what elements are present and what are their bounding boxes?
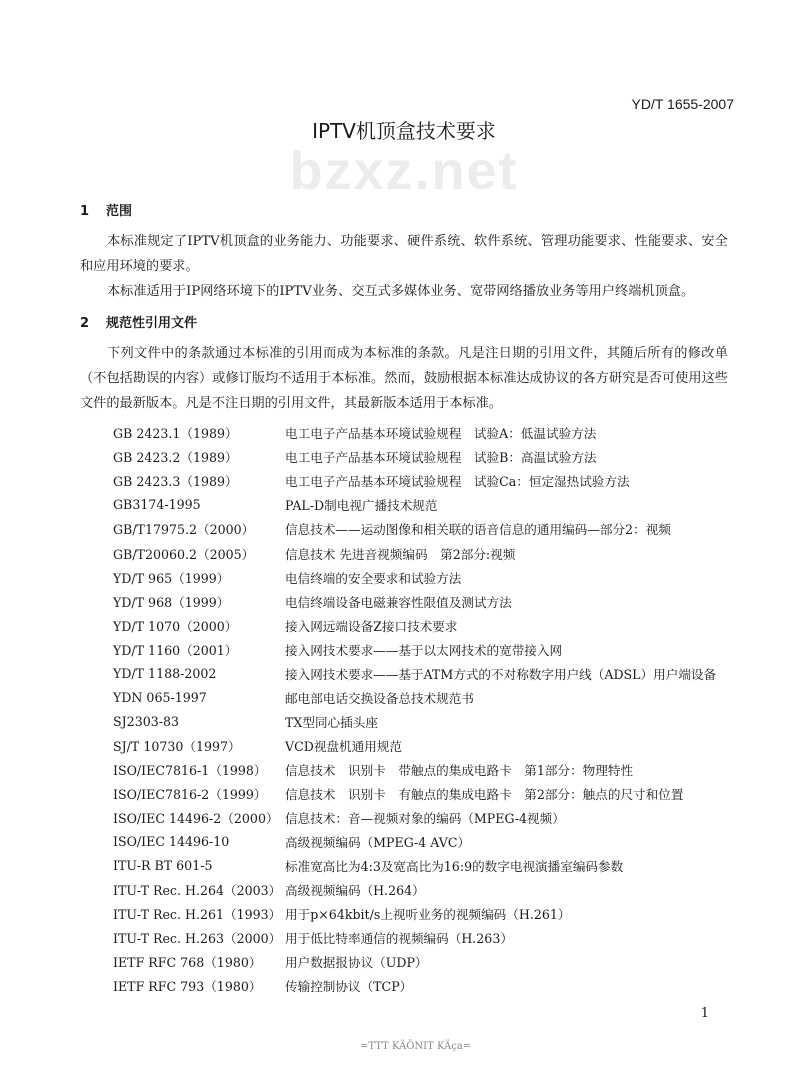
reference-code: ITU-T Rec. H.261（1993）	[113, 907, 282, 923]
reference-code: GB/T17975.2（2000）	[113, 522, 255, 538]
reference-item	[113, 565, 728, 589]
reference-code: GB 2423.2（1989）	[113, 450, 238, 466]
reference-title: 信息技术：音—视频对象的编码（MPEG-4视频）	[285, 811, 565, 827]
reference-code: YD/T 1070（2000）	[113, 618, 238, 634]
reference-item	[113, 830, 728, 854]
reference-code: IETF RFC 768（1980）	[113, 955, 262, 971]
page-number: 1	[700, 1005, 709, 1021]
reference-code: GB 2423.3（1989）	[113, 474, 238, 490]
reference-code: ISO/IEC7816-1（1998）	[113, 762, 267, 778]
reference-item	[113, 661, 728, 685]
footer-text: =TTT KÄÖNIT KÄça=	[360, 1040, 472, 1052]
reference-item	[113, 950, 728, 974]
reference-item	[113, 878, 728, 902]
reference-item	[113, 806, 728, 830]
reference-item	[113, 854, 728, 878]
reference-code: ITU-T Rec. H.264（2003）	[113, 883, 282, 899]
reference-title: PAL-D制电视广播技术规范	[285, 498, 438, 514]
watermark: bzxz.net	[289, 141, 519, 201]
reference-code: ITU-T Rec. H.263（2000）	[113, 931, 282, 947]
reference-title: 高级视频编码（H.264）	[285, 883, 425, 899]
reference-code: ISO/IEC 14496-2（2000）	[113, 811, 279, 827]
reference-code: GB 2423.1（1989）	[113, 426, 238, 442]
reference-item	[113, 589, 728, 613]
reference-title: 接入网技术要求——基于ATM方式的不对称数字用户线（ADSL）用户端设备	[285, 666, 717, 682]
reference-item	[113, 469, 728, 493]
reference-title: 邮电部电话交换设备总技术规范书	[285, 690, 474, 706]
reference-list	[113, 421, 728, 998]
section-heading-1	[80, 202, 728, 222]
reference-item	[113, 637, 728, 661]
reference-title: 信息技术 识别卡 有触点的集成电路卡 第2部分：触点的尺寸和位置	[285, 787, 684, 802]
reference-item	[113, 709, 728, 733]
reference-title: 接入网技术要求——基于以太网技术的宽带接入网	[285, 642, 563, 658]
reference-code: YDN 065-1997	[113, 689, 207, 705]
reference-title: 传输控制协议（TCP）	[285, 979, 413, 995]
reference-code: YD/T 968（1999）	[113, 594, 230, 610]
reference-item	[113, 685, 728, 709]
reference-title: 信息技术 识别卡 带触点的集成电路卡 第1部分：物理特性	[285, 762, 634, 778]
reference-code: SJ/T 10730（1997）	[113, 738, 241, 754]
paragraph: 下列文件中的条款通过本标准的引用而成为本标准的条款。凡是注日期的引用文件，其随后所有的修改单（不包括勘误的内容）或修订版均不适用于本标准。然而，鼓励根据本标准达成协议的各方研究是否可使用这些文件的最新版本。凡是不注日期的引用文件，其最新版本适用于本标准。	[80, 346, 728, 411]
paragraph: 本标准规定了IPTV机顶盒的业务能力、功能要求、硬件系统、软件系统、管理功能要求、性能要求、安全和应用环境的要求。	[80, 234, 728, 274]
reference-title: 电信终端的安全要求和试验方法	[285, 570, 462, 586]
reference-item	[113, 445, 728, 469]
reference-item	[113, 781, 728, 805]
reference-item	[113, 517, 728, 541]
reference-code: GB3174-1995	[113, 497, 201, 513]
reference-title: 用于低比特率通信的视频编码（H.263）	[285, 931, 513, 947]
reference-code: YD/T 1188-2002	[113, 665, 217, 681]
reference-title: 接入网远端设备Z接口技术要求	[285, 618, 458, 634]
section-number: 1	[80, 204, 90, 219]
reference-title: 信息技术 先进音视频编码 第2部分:视频	[285, 546, 516, 562]
reference-code: ITU-R BT 601-5	[113, 858, 213, 874]
reference-code: YD/T 1160（2001）	[113, 642, 238, 658]
section-number: 2	[80, 316, 90, 332]
reference-item	[113, 926, 728, 950]
standard-code: YD/T 1655-2007	[631, 96, 734, 112]
reference-item	[113, 733, 728, 757]
reference-item	[113, 541, 728, 565]
reference-code: YD/T 965（1999）	[113, 570, 230, 586]
reference-code: ISO/IEC 14496-10	[113, 834, 230, 850]
reference-title: 标准宽高比为4:3及宽高比为16:9的数字电视演播室编码参数	[285, 859, 624, 875]
reference-item	[113, 613, 728, 637]
reference-code: GB/T20060.2（2005）	[113, 546, 255, 562]
reference-title: 电工电子产品基本环境试验规程 试验Ca：恒定湿热试验方法	[285, 474, 630, 490]
reference-title: 电信终端设备电磁兼容性限值及测试方法	[285, 594, 512, 610]
reference-code: IETF RFC 793（1980）	[113, 979, 262, 995]
section-title: 范围	[106, 204, 133, 219]
reference-title: 电工电子产品基本环境试验规程 试验A：低温试验方法	[285, 426, 597, 442]
reference-title: 信息技术——运动图像和相关联的语音信息的通用编码—部分2：视频	[285, 522, 671, 538]
reference-title: 电工电子产品基本环境试验规程 试验B：高温试验方法	[285, 450, 597, 466]
reference-item	[113, 757, 728, 781]
reference-item	[113, 902, 728, 926]
reference-title: 用户数据报协议（UDP）	[285, 955, 428, 971]
reference-item	[113, 974, 728, 998]
document-page	[80, 94, 734, 1054]
reference-title: 高级视频编码（MPEG-4 AVC）	[285, 835, 471, 851]
reference-title: 用于p×64kbit/s上视听业务的视频编码（H.261）	[285, 907, 571, 923]
reference-code: SJ2303-83	[113, 713, 180, 729]
section-title: 规范性引用文件	[106, 316, 198, 332]
reference-item	[113, 421, 728, 445]
page-title: IPTV机顶盒技术要求	[312, 119, 496, 143]
reference-title: TX型同心插头座	[285, 714, 378, 730]
section-heading-2	[80, 314, 728, 334]
reference-code: ISO/IEC7816-2（1999）	[113, 787, 267, 802]
paragraph: 本标准适用于IP网络环境下的IPTV业务、交互式多媒体业务、宽带网络播放业务等用户终端机顶盒。	[107, 283, 695, 299]
reference-item	[113, 493, 728, 517]
reference-title: VCD视盘机通用规范	[285, 738, 402, 754]
